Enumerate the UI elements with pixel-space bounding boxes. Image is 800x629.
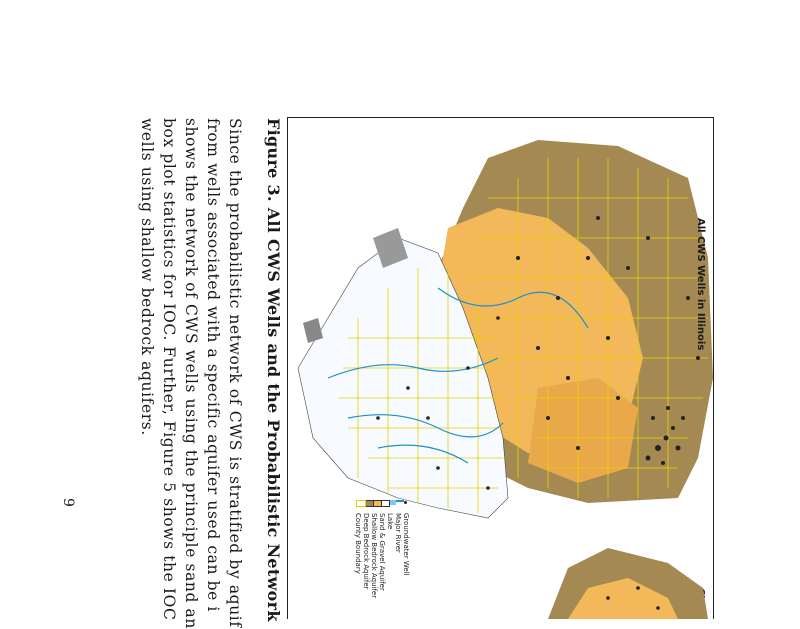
body-line: wells using shallow bedrock aquifers. xyxy=(138,118,156,436)
page-number: 9 xyxy=(60,498,76,507)
legend-item: Deep Bedrock Aquifer xyxy=(362,513,370,590)
legend-item: Shallow Bedrock Aquifer xyxy=(370,513,378,599)
legend-item: Major River xyxy=(394,513,402,553)
figure-caption: Figure 3. All CWS Wells and the Probabilistic Network xyxy=(264,118,283,622)
body-line: box plot statistics for IOC. Further, Figure 5 shows the IOC xyxy=(160,118,178,621)
body-line: Since the probabilistic network of CWS is stratified by aquif xyxy=(226,118,244,628)
legend-item: Lake xyxy=(386,513,394,530)
map-title: All CWS Wells in Illinois xyxy=(695,218,706,351)
body-line: from wells associated with a specific aquifer used can be i xyxy=(204,118,222,612)
figure-map-box xyxy=(287,117,714,619)
legend-item: Groundwater Well xyxy=(402,513,410,576)
second-map xyxy=(288,118,713,619)
legend-item: Sand & Gravel Aquifer xyxy=(378,513,386,591)
body-line: shows the network of CWS wells using the principle sand an xyxy=(182,118,200,629)
legend-item: County Boundary xyxy=(354,513,362,574)
